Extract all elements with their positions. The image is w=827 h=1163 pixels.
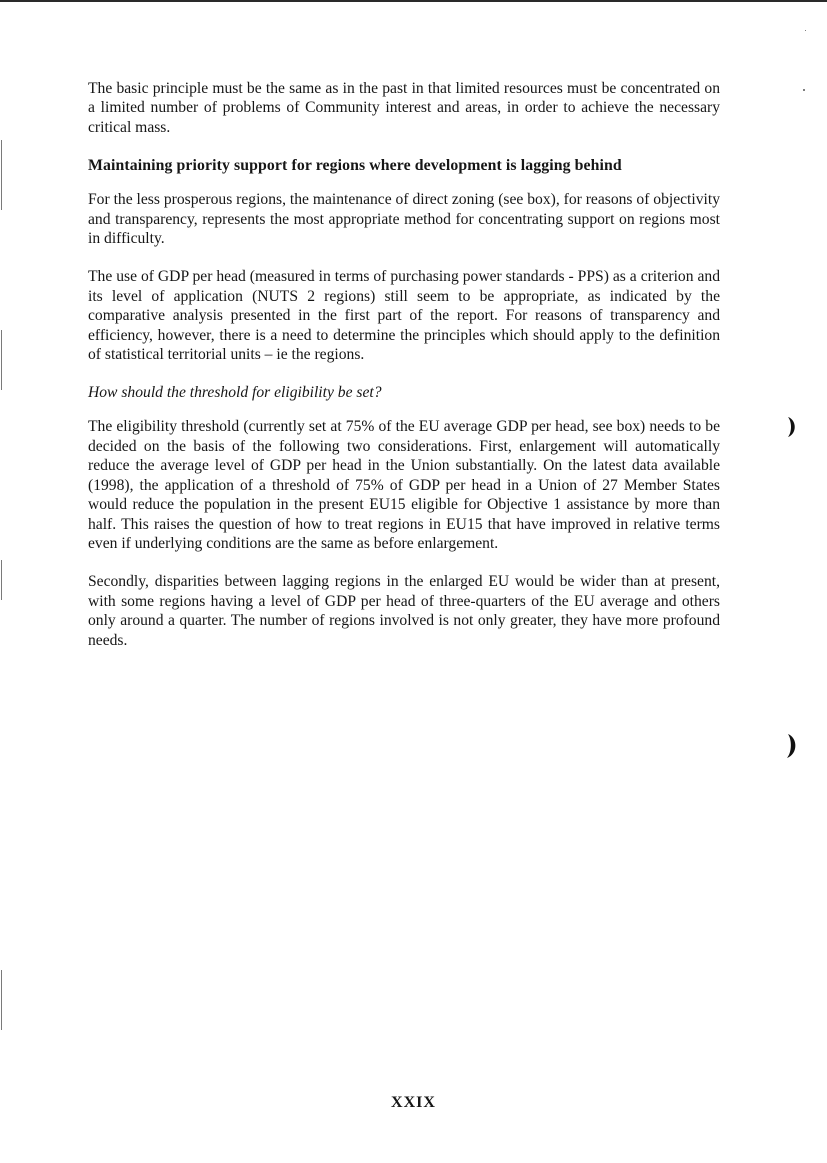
body-text <box>88 79 720 669</box>
top-border-line <box>0 0 827 2</box>
paragraph-intro: The basic principle must be the same as in the past in that limited resources must be concentrated on a limited number of problems of Community interest and areas, in order to achieve the necessary critical mass. <box>88 80 720 136</box>
paragraph-gdp: The use of GDP per head (measured in terms of purchasing power standards - PPS) as a criterion and its level of application (NUTS 2 regions) still seem to be appropriate, as indicated by the comparative analysis presented in the first part of the report. For reasons of transparency and efficiency, however, there is a need to determine the principles which should apply to the definition of statistical territorial units – ie the regions. <box>88 268 720 364</box>
scan-speck <box>803 89 805 91</box>
scan-edge-mark <box>1 970 2 1030</box>
paragraph-zoning: For the less prosperous regions, the maintenance of direct zoning (see box), for reasons of objectivity and transparency, represents the most appropriate method for concentrating support on regions most in difficulty. <box>88 191 720 248</box>
binding-mark-icon <box>786 416 798 438</box>
scan-edge-mark <box>1 560 2 600</box>
paragraph-threshold: The eligibility threshold (currently set at 75% of the EU average GDP per head, see box) needs to be decided on the basis of the following two considerations. First, enlargement will automatically reduce the average level of GDP per head in the Union substantially. On the latest data available (1998), the application of a threshold of 75% of GDP per head in a Union of 27 Member States would reduce the population in the present EU15 eligible for Objective 1 assistance by more than half. This raises the question of how to treat regions in EU15 that have improved in relative terms even if underlying conditions are the same as before enlargement. <box>88 418 720 552</box>
section-heading: Maintaining priority support for regions where development is lagging behind <box>88 157 622 175</box>
paragraph-disparities: Secondly, disparities between lagging regions in the enlarged EU would be wider than at present, with some regions having a level of GDP per head of three-quarters of the EU average and others only around a quarter. The number of regions involved is not only greater, they have more profound needs. <box>88 573 720 649</box>
scan-edge-mark <box>1 140 2 210</box>
page-number: XXIX <box>391 1094 436 1111</box>
scan-edge-mark <box>1 330 2 390</box>
scan-speck <box>805 30 806 31</box>
binding-mark-icon <box>785 733 799 759</box>
subsection-heading: How should the threshold for eligibility be set? <box>88 384 382 402</box>
